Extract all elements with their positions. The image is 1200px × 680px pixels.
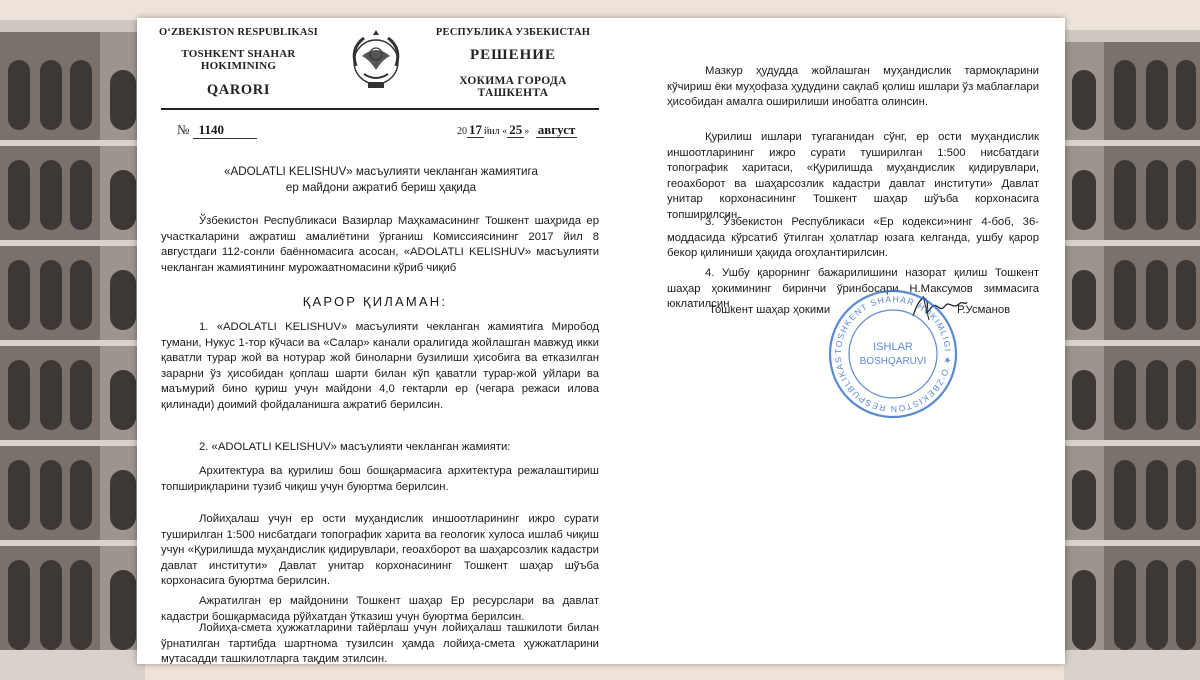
paragraph-2a: Архитектура ва қурилиш бош бошқармасига архитектура режалаштириш топшириқларини тузиб чиқиш учун буюртма берилсин.: [161, 465, 599, 493]
state-emblem-icon: [346, 26, 406, 96]
decree-heading: ҚАРОР ҚИЛАМАН:: [302, 294, 448, 309]
header-ru-republic: РЕСПУБЛИКА УЗБЕКИСТАН: [435, 27, 591, 38]
date-year-suffix: йил «: [484, 126, 508, 137]
number-prefix: №: [177, 122, 190, 137]
document-left-column: [151, 18, 599, 664]
title-line-1: «ADOLATLI KELISHUV» масъулияти чекланган жамиятига: [224, 165, 538, 178]
header-divider: [161, 108, 599, 110]
date-day: 25: [509, 122, 523, 137]
stamp-ring-text: TOSHKENT SHAHAR HOKIMLIGI ★ O‘ZBEKISTON RESPUBLIKAS: [832, 293, 954, 415]
header-uzbek: [151, 24, 326, 99]
paragraph-2: 2. «ADOLATLI KELISHUV» масъулияти чекланган жамияти:: [199, 441, 511, 453]
background-building-left: [0, 0, 150, 680]
date-year: 17: [469, 122, 482, 137]
stamp-center-line-1: ISHLAR: [873, 341, 913, 353]
document-right-column: [667, 18, 1039, 664]
background-building-right: [1060, 0, 1200, 680]
number-value: 1140: [193, 122, 257, 139]
date-day-suffix: »: [524, 126, 530, 137]
decree-title: [191, 164, 571, 196]
header-uz-hokim: TOSHKENT SHAHAR HOKIMINING: [181, 48, 296, 72]
signatory-title: Тошкент шаҳар ҳокими: [709, 304, 831, 316]
paragraph-4: 4. Ушбу қарорнинг бажарилишини назорат қилиш Тошкент шаҳар ҳокимининг биринчи ўринбосари Н.Максумов зиммасига юклатилсин.: [667, 267, 1039, 311]
paragraph-2c: Ажратилган ер майдонини Тошкент шаҳар Ер ресурслари ва давлат кадастри бошқармасида рўйхатдан ўтказиш учун буюртма берилсин.: [161, 595, 599, 623]
decree-date: [457, 122, 577, 138]
header-russian: [423, 24, 603, 99]
paragraph-3: 3. Ўзбекистон Республикаси «Ер кодекси»нинг 4-боб, 36-моддасида кўрсатиб ўтилган ҳолатлар юзага келганда, ушбу қарор бекор қилиниши ҳақида огоҳлантирилсин.: [667, 216, 1039, 260]
header-uz-decree: QARORI: [206, 82, 271, 98]
title-line-2: ер майдони ажратиб бериш ҳақида: [285, 181, 477, 194]
date-month: август: [537, 122, 576, 137]
signatory-name: Р.Усманов: [957, 304, 1011, 316]
intro-paragraph: Ўзбекистон Республикаси Вазирлар Маҳкамасининг Тошкент шаҳрида ер участкаларини ажратиш амалиётини ўрганиш Комиссиясининг 2017 йил 8 августдаги 112-сонли баённомасига асосан, «ADOLATLI KELISHUV» масъулияти чекланган жамиятининг мурожаатномасини кўриб чиқиб: [161, 215, 599, 274]
paragraph-1: 1. «ADOLATLI KELISHUV» масъулияти чекланган жамиятига Миробод тумани, Нукус 1-тор кўчаси ва «Салар» канали оралигида жойлашган мавжуд икки қаватли турар жой ва нотурар жой биноларни бузилиши ҳисобига ва етказилган зарарни ўз ҳисобидан қоплаш шарти билан кўп қаватли турар-жой уйлари ва маъмурий бино қуриш учун майдони 4,0 гектарли ер (чегара режаси илова қилинади) доимий фойдаланишга ажратиб берилсин.: [161, 321, 599, 411]
decree-number: [177, 122, 257, 139]
header-uz-republic: O‘ZBEKISTON RESPUBLIKASI: [159, 27, 318, 38]
decree-document: [137, 18, 1065, 664]
paragraph-2d: Лойиҳа-смета ҳужжатларини тайёрлаш учун лойиҳалаш ташкилоти билан ўрнатилган тартибда шартнома тузилсин ҳамда лойиҳа-смета ҳужжатларини мутасадди ташкилотларга тақдим этилсин.: [161, 622, 599, 664]
header-ru-decision: РЕШЕНИЕ: [470, 47, 556, 63]
paragraph-2e: Мазкур ҳудудда жойлашган муҳандислик тармоқларини кўчириш ёки муҳофаза ҳудудини сақлаб қолиш ишлари ўз маблағлари ҳисобидан амалга оширилиши инобатга олинсин.: [667, 65, 1039, 109]
header-ru-hokim: ХОКИМА ГОРОДА ТАШКЕНТА: [459, 75, 567, 99]
stamp-center-line-2: BOSHQARUVI: [859, 356, 927, 367]
official-stamp: [827, 288, 959, 420]
date-prefix: 20: [457, 126, 467, 137]
paragraph-2f: Қурилиш ишлари тугаганидан сўнг, ер ости муҳандислик иншоотларининг ижро сурати туширилган 1:500 нисбатдаги топографик харитаси, «Қурилишда муҳандислик қидирувлари, геоахборот ва шаҳарсозлик кадастри давлат институти» Давлат унитар корхонасининг Тошкент шаҳар шўъба корхонасига топширилсин.: [667, 131, 1039, 221]
paragraph-2b: Лойиҳалаш учун ер ости муҳандислик иншоотларининг ижро сурати туширилган 1:500 нисбатдаги топографик харита ва геологик хулоса ишлаб чиқиш учун «Қурилишда муҳандислик қидирувлари, геоахборот ва шаҳарсозлик кадастри давлат институти» Давлат унитар корхонасининг Тошкент шаҳар шўъба корхонасига буюртма берилсин.: [161, 513, 599, 588]
